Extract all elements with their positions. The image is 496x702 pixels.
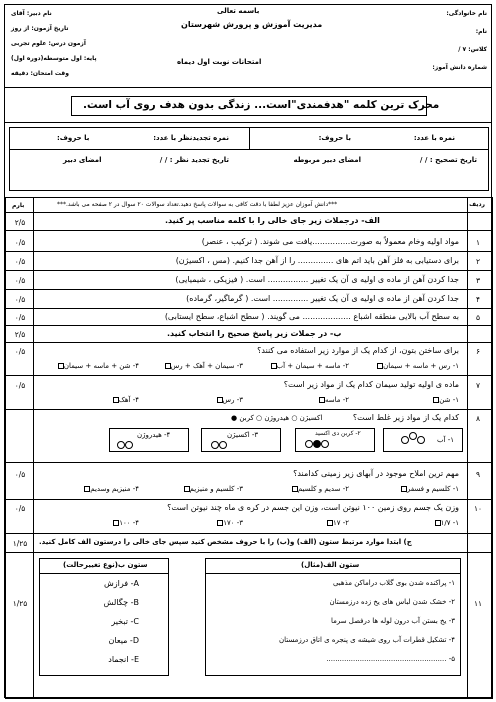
q4-text: جدا کردن آهن از ماده ی اولیه ی آن یک تغییر .............. است. ( گرماگیر، گرماده) [186, 294, 459, 303]
q10-option-3[interactable]: ۳- ۱۷۰ [215, 520, 243, 527]
num-score-label: نمره با عدد: [413, 134, 455, 142]
q4-score: ۰/۵ [14, 295, 26, 304]
q3-score: ۰/۵ [14, 276, 26, 285]
q10-text: وزن یک جسم روی زمین ۱۰۰ نیوتن است، وزن این جسم در کره ی ماه چند نیوتن است؟ [167, 503, 459, 512]
q5-number: ۵ [475, 313, 481, 322]
column-b-title: ستون ب(نوع تغییرحالت) [63, 561, 148, 569]
q7-option-2[interactable]: ۲- ماسه [317, 397, 349, 404]
atom-icon [409, 432, 417, 440]
correction-date: تاریخ تصحیح : / / [419, 156, 477, 164]
section-c-score: ۱/۲۵ [12, 539, 28, 548]
q2-number: ۲ [475, 257, 481, 266]
q2-text: برای دستیابی به فلز آهن باید اتم های .............. را از آهن جدا کنیم. (مس ، اکسیژن) [175, 256, 459, 265]
motto: محرک ترین کلمه "هدفمندی"است... زندگی بدون هدف روی آب است. [83, 99, 440, 111]
column-a-item-2: ۲- خشک شدن لباس های یخ زده درزمستان [329, 598, 455, 606]
q6-number: ۶ [475, 347, 481, 356]
q1-score: ۰/۵ [14, 238, 26, 247]
firstname-field: نام: [475, 28, 487, 35]
section-a-title: الف- درجملات زیر جای خالی را با کلمه مناسب پر کنید. [165, 216, 380, 225]
q8-option-2-label: ۲- کربن دی اکسید [315, 430, 361, 437]
q7-option-3[interactable]: ۳- رس [215, 397, 243, 404]
q8-option-1-label: ۱- آب [437, 436, 455, 444]
q8-number: ۸ [475, 414, 481, 423]
exam-date-field: تاریخ آزمون: از روز [11, 25, 69, 32]
q11-number: ۱۱ [473, 599, 483, 608]
q8-option-4-label: ۴- هیدروژن [137, 431, 171, 439]
atom-icon [219, 441, 227, 449]
atom-icon [125, 441, 133, 449]
q10-option-1[interactable]: ۱- ۱/۷ [433, 520, 459, 527]
exam-title: امتحانات نوبت اول دیماه [177, 58, 262, 66]
q6-score: ۰/۵ [14, 347, 26, 356]
teacher-sign-2: امضای دبیر [63, 156, 102, 164]
atom-icon [305, 440, 313, 448]
q9-option-2[interactable]: ۲- سدیم و کلسیم [290, 486, 349, 493]
column-b-item-c: C- تبخیر [111, 617, 139, 626]
col-score-header: بارم [12, 202, 25, 209]
q1-number: ۱ [475, 238, 481, 247]
review-date: تاریخ تجدید نظر : / / [159, 156, 229, 164]
subject-field: آزمون درس: علوم تجربی [11, 40, 86, 47]
q1-text: مواد اولیه وخام معمولاً به صورت...............یافت می شوند. ( ترکیب ، عنصر) [201, 237, 459, 246]
col-row-header: ردیف [469, 201, 485, 208]
q7-option-4[interactable]: ۴- آهک [111, 397, 139, 404]
class-field: کلاس: ۷ / [458, 46, 487, 53]
q8-legend: اکسیژن ○ هیدروژن ○ کربن ● [231, 414, 323, 422]
q6-text: برای ساختن بتون، از کدام یک از موارد زیر استفاده می کنند؟ [257, 346, 459, 355]
q10-option-2[interactable]: ۲- ۱۷ [325, 520, 349, 527]
lastname-field: نام خانوادگی: [446, 10, 487, 17]
q10-score: ۰/۵ [14, 504, 26, 513]
q5-score: ۰/۵ [14, 313, 26, 322]
teacher-sign: امضای دبیر مربوطه [293, 156, 361, 164]
q9-score: ۰/۵ [14, 470, 26, 479]
column-b-item-a: A- فرازش [103, 579, 139, 588]
q10-option-4[interactable]: ۴- ۱۰۰ [111, 520, 139, 527]
q8-option-3-label: ۳- اکسیژن [227, 431, 259, 439]
column-a-title: ستون الف(مثال) [301, 561, 360, 569]
q6-option-3[interactable]: ۳- سیمان + آهک + رس [163, 363, 243, 370]
instructions: ***دانش آموزان عزیز لطفا با دقت کافی به سوالات پاسخ دهید.تعداد سوالات ۲۰ سوال در ۲ صفحه می باشد.*** [57, 201, 338, 208]
column-a-item-1: ۱- پراکنده شدن بوی گلاب دراماکن مذهبی [332, 579, 455, 587]
atom-icon [417, 436, 425, 444]
column-a-item-4: ۴- تشکیل قطرات آب روی شیشه ی پنجره ی اتاق درزمستان [278, 636, 455, 644]
atom-icon [313, 440, 321, 448]
q9-number: ۹ [475, 470, 481, 479]
q4-number: ۴ [475, 295, 481, 304]
q8-text: کدام یک از مواد زیر غلط است؟ [352, 413, 459, 422]
q9-option-4[interactable]: ۴- منیزیم وسدیم [82, 486, 139, 493]
q3-text: جدا کردن آهن از ماده ی اولیه ی آن یک تغییر ................ است. ( فیزیکی ، شیمیایی) [175, 275, 459, 284]
q2-score: ۰/۵ [14, 257, 26, 266]
q10-number: ۱۰ [473, 504, 483, 513]
q7-score: ۰/۵ [14, 381, 26, 390]
q7-option-1[interactable]: ۱- شن [431, 397, 459, 404]
q11-score: ۱/۲۵ [12, 599, 28, 608]
q9-option-1[interactable]: ۱- کلسیم و فسفر [399, 486, 459, 493]
column-a-item-5-blank[interactable]: ۵- ...................................................... [326, 655, 455, 663]
section-b-score: ۲/۵ [14, 330, 26, 339]
column-a-item-3: ۳- یخ بستن آب درون لوله ها درفصل سرما [330, 617, 455, 625]
grade-field: پایه: اول متوسطه(دوره اول) [11, 55, 97, 62]
atom-icon [321, 440, 329, 448]
q7-text: ماده ی اولیه تولید سیمان کدام یک از مواد زیر است؟ [283, 380, 459, 389]
column-b-item-e: E- انجماد [108, 655, 139, 664]
section-a-score: ۲/۵ [14, 218, 26, 227]
column-b-box [39, 558, 169, 676]
duration-field: وقت امتحان: دقیقه [11, 70, 69, 77]
student-number-field: شماره دانش آموز: [432, 64, 487, 71]
org-title: مدیریت آموزش و پرورش شهرستان [181, 20, 323, 29]
revised-letter-label: با حروف: [57, 134, 90, 142]
q7-number: ۷ [475, 381, 481, 390]
column-b-item-b: B- چگالش [103, 598, 139, 607]
bismillah: باسمه تعالی [217, 7, 260, 15]
column-b-item-d: D- میعان [108, 636, 139, 645]
letter-score-label: با حروف: [318, 134, 351, 142]
section-c-title: ج) ابتدا موارد مرتبط ستون (الف) و(ب) را با حروف مشخص کنید سپس جای خالی را درستون الف کامل کنید. [39, 538, 412, 546]
q5-text: به سطح آب بالایی منطقه اشباع ................... می گویند. ( سطح اشباع، سطح ایستابی) [164, 312, 459, 321]
atom-icon [117, 441, 125, 449]
q6-option-4[interactable]: ۴- شن + ماسه + سیمان [56, 363, 139, 370]
q3-number: ۳ [475, 276, 481, 285]
q6-option-1[interactable]: ۱- رس + ماسه + سیمان [375, 363, 459, 370]
atom-icon [211, 441, 219, 449]
teacher-field: نام دبیر: آقای [11, 10, 52, 17]
q6-option-2[interactable]: ۲- ماسه + سیمان + آب [269, 363, 349, 370]
section-b-title: ب- در جملات زیر پاسخ صحیح را انتخاب کنید. [167, 329, 342, 338]
exam-sheet [4, 4, 492, 698]
revised-num-label: نمره تجدیدنظر با عدد: [153, 134, 229, 142]
q9-option-3[interactable]: ۳- کلسیم و منیزیم [182, 486, 243, 493]
q9-text: مهم ترین املاح موجود در آبهای زیر زمینی کدامند؟ [293, 469, 459, 478]
atom-icon [401, 436, 409, 444]
